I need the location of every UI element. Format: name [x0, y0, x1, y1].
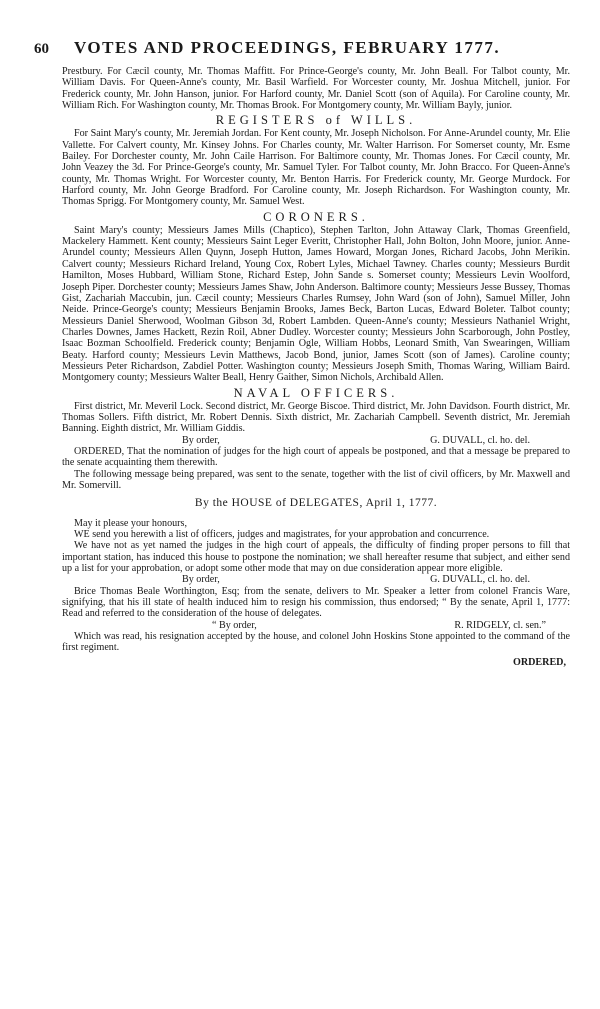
naval-officers-heading: NAVAL OFFICERS. [233, 385, 399, 400]
page-body [62, 66, 570, 668]
sheriffs-continued: Prestbury. For Cæcil county, Mr. Thomas Maffitt. For Prince-George's county, Mr. John Beall. For Talbot county, Mr. William Davis. For Queen-Anne's county, Mr. Basil Warfield. For Worcester county, Mr. Joshua Mitchell, junior. For Frederick county, Mr. John Hanson, junior. For Harford county, Mr. Daniel Scott (son of Aquila). For Caroline county, Mr. William Rich. For Washington county, Mr. Thomas Brook. For Montgomery county, Mr. William Bayly, junior. [62, 66, 570, 112]
signature-block-2 [62, 574, 570, 585]
worthington-letter-paragraph: Brice Thomas Beale Worthington, Esq; from the senate, delivers to Mr. Speaker a letter from colonel Francis Ware, signifying, that his ill state of health induced him to resign his commission, thus endorsed; “ By the senate, April 1, 1777: Read and referred to the consideration of the house of delegates. [62, 585, 570, 620]
registers-heading: REGISTERS of WILLS. [215, 113, 417, 128]
page-header [34, 38, 554, 58]
naval-officers-list: First district, Mr. Meveril Lock. Second district, Mr. George Biscoe. Third district, Mr. John Davidson. Fourth district, Mr. Thomas Sollers. Fifth district, Mr. Robert Dennis. Sixth district, Mr. Zachariah Campbell. Seventh district, Mr. Jeremiah Banning. Eighth district, Mr. William Giddis. [62, 400, 570, 435]
by-order-label: By order, [182, 574, 220, 586]
clerk-signature: G. DUVALL, cl. ho. del. [430, 574, 530, 586]
signature-block-1 [62, 435, 570, 446]
send-list-paragraph: WE send you herewith a list of officers, judges and magistrates, for your approbation and concurrence. [74, 529, 490, 541]
by-order-label: By order, [182, 434, 220, 446]
clerk-signature: G. DUVALL, cl. ho. del. [430, 434, 530, 446]
coroners-heading: CORONERS. [263, 209, 369, 224]
running-title: VOTES AND PROCEEDINGS, FEBRUARY 1777. [74, 38, 501, 57]
message-paragraph: The following message being prepared, was sent to the senate, together with the list of civil officers, by Mr. Maxwell and Mr. Somervill. [62, 468, 570, 491]
ordered-paragraph: ORDERED, That the nomination of judges for the high court of appeals be postponed, and that a message be prepared to the senate acquainting them therewith. [62, 445, 570, 469]
by-order-label: “ By order, [212, 619, 257, 631]
resignation-paragraph: Which was read, his resignation accepted by the house, and colonel John Hoskins Stone appointed to the command of the first regiment. [62, 631, 570, 654]
registers-list: For Saint Mary's county, Mr. Jeremiah Jordan. For Kent county, Mr. Joseph Nicholson. For Anne-Arundel county, Mr. Elie Vallette. For Calvert county, Mr. Kinsey Johns. For Charles county, Mr. Walter Harrison. For Somerset county, Mr. Esme Bailey. For Dorchester county, Mr. John Caile Harrison. For Baltimore county, Mr. Thomas Jones. For Cæcil county, Mr. John Veazey the 3d. For Prince-George's county, Mr. Samuel Tyler. For Talbot county, Mr. John Bracco. For Queen-Anne's county, Mr. Thomas Wright. For Worcester county, Mr. Benton Harris. For Frederick county, Mr. George Murdock. For Harford county, Mr. John George Bradford. For Caroline county, Mr. Joseph Richardson. For Washington county, Mr. Thomas Sprigg. For Montgomery county, Mr. Samuel West. [62, 128, 570, 208]
house-of-delegates-heading: By the HOUSE of DELEGATES, April 1, 1777. [194, 497, 438, 510]
page-number: 60 [34, 41, 49, 57]
catchword: ORDERED, [513, 656, 566, 668]
coroners-list: Saint Mary's county; Messieurs James Mills (Chaptico), Stephen Tarlton, John Attaway Clark, Thomas Greenfield, Mackelery Hammett. Kent county; Messieurs Saint Leger Everitt, Christopher Hall, John Bolton, John Moore, junior. Anne-Arundel county; Messieurs Allen Quynn, Joseph Hutton, James Howard, Morgan Jones, Richard Jacobs, John Merikin. Calvert county; Messieurs Richard Ireland, Young Cox, Robert Lyles, Michael Tawney. Charles county; Messieurs Burdit Hamilton, Moses Hubbard, William Stone, Richard Estep, John Sande s. Somerset county; Messieurs Levin Woolford, Joseph Piper. Dorchester county; Messieurs James Shaw, John Anderson. Baltimore county; Messieurs Jesse Bussey, Thomas Gist, Zachariah Maccubin, jun. Cæcil county; Messieurs Charles Rumsey, John Ward (son of John), Samuel Miller, John Neide. Prince-George's county; Messieurs Benjamin Brooks, James Beck, Barton Lucas, Edward Boleter. Talbot county; Messieurs Daniel Sherwood, Woolman Gibson 3d, Robert Lambden. Queen-Anne's county; Messieurs Nathaniel Wright, Charles Downes, James Hackett, Rezin Roil, Abner Dudley. Worcester county; Messieurs John Scarborough, John Postley, Isaac Bozman Schoolfield. Frederick county; Benjamin Ogle, William Hobbs, Leonard Smith, Van Swearingen, William Beaty. Harford county; Messieurs Levin Matthews, Jacob Bond, junior, James Scott (son of James). Caroline county; Messieurs Peter Richardson, Zabdiel Potter. Washington county; Messieurs Joseph Smith, Thomas Waring, William Baird. Montgomery county; Messieurs Walter Beall, Henry Gaither, Simon Nichols, Archibald Allen. [62, 224, 570, 384]
senate-clerk-signature: R. RIDGELY, cl. sen.” [454, 619, 546, 631]
salutation: May it please your honours, [74, 517, 187, 529]
judges-paragraph: We have not as yet named the judges in the high court of appeals, the difficulty of finding proper persons to fill that important station, has induced this house to postpone the nomination; we shall hereafter resume that subject, and either send up a list for your approbation, or adopt some other mode that may on due consideration appear more eligible. [62, 540, 570, 575]
signature-block-3 [62, 620, 570, 631]
